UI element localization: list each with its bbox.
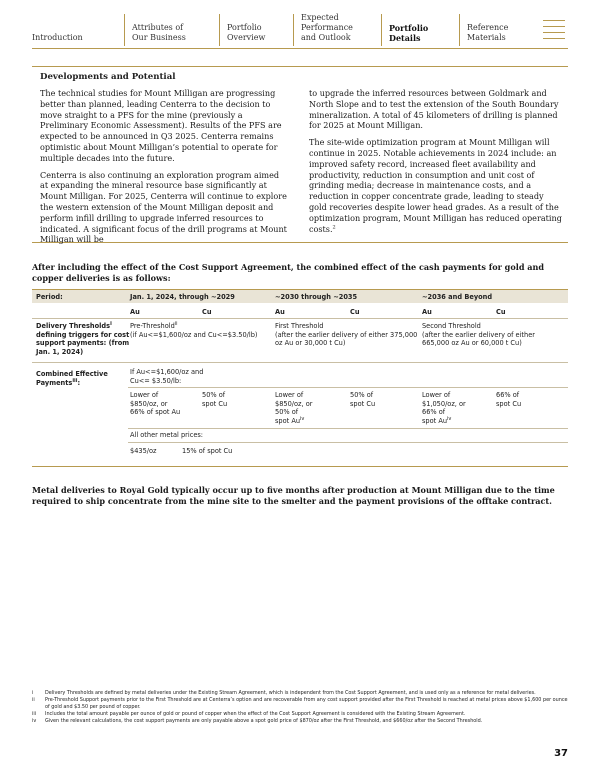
table-intro: After including the effect of the Cost Support Agreement, the combined effect of the cash payments for gold and copper deliveries is as follows:: [32, 262, 545, 283]
footnote-mark: iii: [32, 710, 37, 717]
nav-tab-label: Introduction: [32, 33, 83, 42]
nav-tab-label: Details: [389, 33, 421, 43]
row-divider: [128, 442, 568, 443]
nav-tab-reference-materials[interactable]: [467, 23, 508, 46]
cell-text: spot Au: [422, 416, 448, 425]
cell-line: [275, 417, 312, 426]
paragraph: [309, 137, 563, 234]
paragraph: The technical studies for Mount Milligan are progressing better than planned, leading Centerra to the decision to move straight to a PFS for the mine (previously a Preliminary Economic Assessment). Results of the PFS are expected to be announced in Q3 2025. Centerra remains optimistic about Mount Milligan’s potential to operate for multiple decades into the future.: [40, 88, 282, 163]
thresholds-row-label: [36, 322, 129, 356]
menu-icon-bar: [543, 38, 565, 39]
footnote-text: Pre-Threshold Support payments prior to the First Threshold are at Centerra’s option and are recoverable from any cost support provided after the First Threshold is reached at metal prices above $1,600 per ounce of gold and $3.50 per pound of copper.: [45, 697, 568, 710]
label-line: Jan. 1, 2024): [36, 347, 84, 356]
cell-line: (after the earlier delivery of either: [422, 330, 535, 339]
metal-header: Cu: [350, 308, 360, 316]
nav-tab-portfolio-details[interactable]: [389, 23, 428, 46]
nav-tab-label: Portfolio: [389, 23, 429, 33]
label-text: Delivery Thresholds: [36, 322, 111, 330]
footnote: [32, 690, 568, 696]
label-line: [36, 379, 108, 388]
footnote-ref: iv: [300, 415, 305, 422]
cell-line: If Au<=$1,600/oz and: [130, 368, 204, 376]
nav-separator: [124, 14, 125, 46]
cell-line: 50% of: [275, 408, 299, 417]
row-divider: [128, 428, 568, 429]
cell-line: spot Cu: [350, 399, 376, 408]
payment-cell-au: [130, 391, 180, 417]
footnote-ref: ii: [174, 320, 178, 327]
cell-line: 66% of: [496, 391, 520, 399]
nav-separator: [293, 14, 294, 46]
footnote-mark: i: [32, 690, 34, 696]
metal-header: Cu: [202, 308, 212, 316]
paragraph: Centerra is also continuing an exploration program aimed at expanding the mineral resource base significantly at Mount Milligan. For 2025, Centerra will continue to explore the western extension of the Mount Milligan deposit and perform infill drilling to upgrade inferred resources to indicated. A significant focus of the drill programs at Mount Milligan will be: [40, 169, 287, 245]
label-line: defining triggers for cost: [36, 330, 130, 339]
row-divider: [32, 318, 568, 319]
right-column: [309, 88, 563, 240]
footnotes: [32, 690, 568, 725]
nav-tab-label: Materials: [467, 33, 506, 42]
nav-tab-introduction[interactable]: [32, 33, 83, 46]
cell-line: 665,000 oz Au or 60,000 t Cu): [422, 339, 522, 348]
cell-line: (if Au<=$1,600/oz and Cu<=$3.50/lb): [130, 330, 258, 339]
label-text: Payments: [36, 378, 73, 387]
developments-box: [32, 66, 568, 243]
cell-line: spot Cu: [202, 399, 228, 408]
cell-line: Lower of: [275, 391, 304, 399]
cell-line: oz Au or 30,000 t Cu): [275, 339, 346, 348]
nav-tab-label: Reference: [467, 23, 509, 32]
period-header: Jan. 1, 2024, through ~2029: [130, 293, 235, 301]
nav-tab-portfolio-overview[interactable]: [227, 23, 265, 46]
payment-cell-cu: [350, 391, 375, 408]
metal-header: Au: [130, 308, 140, 316]
nav-tab-expected-performance[interactable]: [301, 13, 353, 46]
cell-line: 50% of: [350, 391, 374, 399]
label-line: support payments: (from: [36, 339, 130, 348]
nav-separator: [219, 14, 220, 46]
cell-text: Pre-Threshold: [130, 322, 175, 330]
page-number: 37: [554, 748, 568, 759]
other-payment-au: $435/oz: [130, 447, 157, 455]
nav-tab-label: Attributes of: [132, 23, 184, 32]
cell-line: 66% of spot Au: [130, 408, 181, 417]
other-payment-cu: 15% of spot Cu: [182, 447, 233, 455]
footnote-ref: iii: [72, 377, 78, 384]
payments-row-label: [36, 370, 108, 387]
nav-tab-label: Overview: [227, 33, 266, 42]
cell-line: $850/oz, or: [130, 399, 168, 408]
footnote: [32, 697, 568, 710]
payment-cell-cu: [496, 391, 521, 408]
cell-line: Lower of: [130, 391, 159, 399]
cell-line: $850/oz, or: [275, 399, 313, 408]
table-bottom-rule: [32, 466, 568, 467]
period-header: ~2030 through ~2035: [275, 293, 358, 301]
nav-divider: [32, 48, 568, 49]
footnote: [32, 718, 568, 724]
payments-table: [32, 289, 568, 467]
nav-separator: [459, 14, 460, 46]
footnote-ref: 2: [332, 223, 336, 230]
metal-header: Au: [422, 308, 432, 316]
metal-header: Cu: [496, 308, 506, 316]
cell-line: (after the earlier delivery of either 375,000: [275, 330, 418, 339]
table-header-row: [32, 289, 568, 303]
footnote-text: Includes the total amount payable per ounce of gold or pound of copper when the effect of the Cost Support Agreement is considered with the Existing Stream Agreement.: [45, 710, 466, 717]
cell-line: 50% of: [202, 391, 226, 399]
label-text: :: [77, 378, 81, 387]
nav-tab-attributes[interactable]: [132, 23, 186, 46]
top-navigation: [32, 14, 568, 46]
pre-threshold-cell: [130, 322, 257, 339]
period-label: Period:: [36, 293, 63, 301]
nav-tab-label: Expected: [301, 13, 339, 22]
payment-cell-au: [422, 391, 466, 425]
nav-tab-label: Performance: [301, 23, 353, 32]
cell-line: [130, 322, 257, 331]
footnote-mark: iv: [32, 718, 37, 725]
paragraph-text: The site-wide optimization program at Mount Milligan will continue in 2025. Notable achievements in 2024 include: an improved safety record, increased fleet availability and productivity, reduction in consumption and unit cost of grinding media; decrease in maintenance costs, and a reduction in copper concentrate grade, leading to steady gold recoveries despite lower head grades. As a result of the optimization program, Mount Milligan has reduced operating costs.: [309, 137, 562, 234]
nav-tab-label: and Outlook: [301, 33, 351, 42]
nav-separator: [381, 14, 382, 46]
cell-text: spot Au: [275, 416, 301, 425]
footnote: [32, 711, 568, 717]
row-divider: [128, 387, 568, 388]
footnote-ref: i: [110, 320, 112, 327]
footnote-ref: iv: [447, 415, 452, 422]
nav-tab-label: Portfolio: [227, 23, 262, 32]
first-threshold-cell: [275, 322, 417, 348]
footnote-text: Delivery Thresholds are defined by metal deliveries under the Existing Stream Agreement, which is independent from the Cost Support Agreement, and is used only as a reference for metal deliveries.: [45, 690, 536, 696]
paragraph: to upgrade the inferred resources between Goldmark and North Slope and to test the extension of the South Boundary mineralization. A total of 45 kilometers of drilling is planned for 2025 at Mount Milligan.: [309, 88, 559, 131]
cell-line: Cu<= $3.50/lb:: [130, 376, 182, 385]
footnote-text: Given the relevant calculations, the cost support payments are only payable above a spot gold price of $870/oz after the First Threshold, and $660/oz after the Second Threshold.: [45, 718, 483, 725]
metal-header: Au: [275, 308, 285, 316]
cell-line: Lower of: [422, 391, 451, 399]
cell-line: First Threshold: [275, 322, 324, 330]
payment-cell-au: [275, 391, 312, 425]
cell-line: [422, 417, 466, 426]
payment-cell-cu: [202, 391, 227, 408]
second-threshold-cell: [422, 322, 535, 348]
section-title: Developments and Potential: [40, 72, 176, 82]
label-line: Combined Effective: [36, 370, 108, 378]
row-divider: [32, 362, 568, 363]
cell-line: spot Cu: [496, 399, 522, 408]
period-header: ~2036 and Beyond: [422, 293, 493, 301]
hamburger-menu-icon[interactable]: [543, 20, 565, 38]
cell-line: 66% of: [422, 408, 446, 417]
left-column: [40, 88, 288, 251]
condition-cell: [130, 368, 203, 385]
label-line: [36, 322, 129, 331]
nav-tab-label: Our Business: [132, 33, 186, 42]
footnote-mark: ii: [32, 697, 35, 704]
menu-icon-bar: [543, 26, 565, 27]
menu-icon-bar: [543, 20, 565, 21]
cell-line: $1,050/oz, or: [422, 399, 466, 408]
other-prices-label: All other metal prices:: [130, 431, 204, 439]
delivery-note: Metal deliveries to Royal Gold typically occur up to five months after production at Mount Milligan due to the time required to ship concentrate from the mine site to the smelter and the payment provisions of the offtake contract.: [32, 485, 555, 506]
cell-line: Second Threshold: [422, 322, 481, 330]
menu-icon-bar: [543, 32, 565, 33]
